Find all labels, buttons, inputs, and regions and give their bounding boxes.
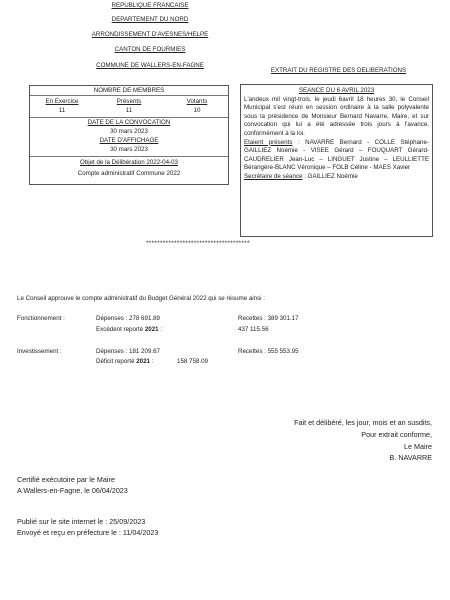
- fonctionnement-label: Fonctionnement :: [17, 315, 65, 322]
- investissement-label: Investissement :: [17, 348, 62, 355]
- presents-text: : NAVARRE Bernard - COLLE Stéphane- GAILLIEZ Noémie - VISEE Gérard – FOUQUART Gérard- CAUDRELIER Jean-Luc – LINGUET Justine – LEULLIETTE Bérangère-BLANC Véronique – FOLB Céline - MAES Xavier: [244, 138, 429, 172]
- certifie-line2: A Wallers-en-Fagne, le 06/04/2023: [17, 486, 128, 495]
- deficit-year: 2021: [136, 358, 150, 365]
- excedent-colon: :: [158, 326, 163, 333]
- signature-line3: Le Maire: [404, 442, 432, 451]
- header-arrondissement: ARRONDISSEMENT D'AVESNES/HELPE: [91, 31, 209, 38]
- investissement-deficit-value: 158 758.09: [177, 358, 208, 365]
- seance-body: L'andeux mil vingt-trois, le jeudi 6avril 18 heures 30, le Conseil Municipal s'est réuni en session ordinaire à la salle polyvalente sous la présidence de Monsieur Bernard Navarre, Maire, et sur convocation qui lui a été adressée trois jours à l'avance, conformément à la loi.: [244, 95, 429, 137]
- certifie-line1: Certifié exécutoire par le Maire: [17, 475, 115, 484]
- fonctionnement-excedent-value: 437 115.56: [238, 326, 269, 333]
- objet-deliberation: Objet de la Délibération 2022-04-03: [79, 159, 179, 166]
- header-republique: REPUBLIQUE FRANCAISE: [111, 2, 189, 9]
- signature-line2: Pour extrait conforme,: [361, 430, 432, 439]
- signature-line1: Fait et délibéré, les jour, mois et an susdits,: [294, 418, 432, 427]
- excedent-label: Excédent reporté: [96, 326, 145, 333]
- members-col2-value: 11: [125, 107, 133, 114]
- fonctionnement-recettes: Recettes : 389 301.17: [238, 315, 299, 322]
- body-intro: Le Conseil approuve le compte administratif du Budget Général 2022 qui se résume ainsi :: [17, 295, 265, 302]
- members-col3-value: 10: [193, 107, 201, 114]
- investissement-depenses: Dépenses : 181 209.67: [96, 348, 160, 355]
- members-col3-label: Votants: [186, 98, 208, 105]
- secretaire-text: : GAILLIEZ Noémie: [302, 172, 358, 180]
- seance-presents: [244, 139, 429, 173]
- investissement-recettes: Recettes : 555 553.95: [238, 348, 299, 355]
- affichage-date: 30 mars 2023: [110, 146, 148, 153]
- envoye-line: Envoyé et reçu en préfecture le : 11/04/2023: [17, 528, 159, 537]
- objet-title: Compte administratif Commune 2022: [77, 170, 181, 177]
- members-col1-label: En Exercice: [45, 98, 79, 105]
- header-commune: COMMUNE DE WALLERS-EN-FAGNE: [96, 62, 204, 69]
- fonctionnement-excedent: [96, 326, 162, 333]
- convocation-date: 30 mars 2023: [110, 128, 148, 135]
- header-canton: CANTON DE FOURMIES: [114, 46, 186, 53]
- header-extrait: EXTRAIT DU REGISTRE DES DELIBERATIONS: [270, 67, 407, 74]
- fonctionnement-depenses: Dépenses : 278 691.89: [96, 315, 160, 322]
- members-title: NOMBRE DE MEMBRES: [93, 87, 165, 94]
- separator-stars: *************************************: [146, 240, 250, 247]
- publie-line: Publié sur le site internet le : 25/09/2023: [17, 517, 146, 526]
- header-departement: DEPARTEMENT DU NORD: [111, 16, 189, 23]
- investissement-deficit: [96, 358, 153, 365]
- convocation-label: DATE DE LA CONVOCATION: [87, 119, 171, 126]
- affichage-label: DATE D'AFFICHAGE: [99, 137, 159, 144]
- seance-title: SEANCE DU 6 AVRIL 2023: [298, 87, 375, 94]
- excedent-year: 2021: [144, 326, 159, 333]
- seance-box: [240, 84, 433, 237]
- seance-secretaire: [244, 173, 429, 182]
- members-col2-label: Présents: [116, 98, 142, 105]
- members-box: [29, 85, 229, 185]
- deficit-colon: :: [150, 358, 154, 365]
- presents-label: Etaient présents: [244, 138, 293, 146]
- members-col1-value: 11: [58, 107, 66, 114]
- secretaire-label: Secrétaire de séance: [244, 172, 303, 180]
- signature-line4: B. NAVARRE: [389, 453, 432, 462]
- deficit-label: Déficit reporté: [96, 358, 137, 365]
